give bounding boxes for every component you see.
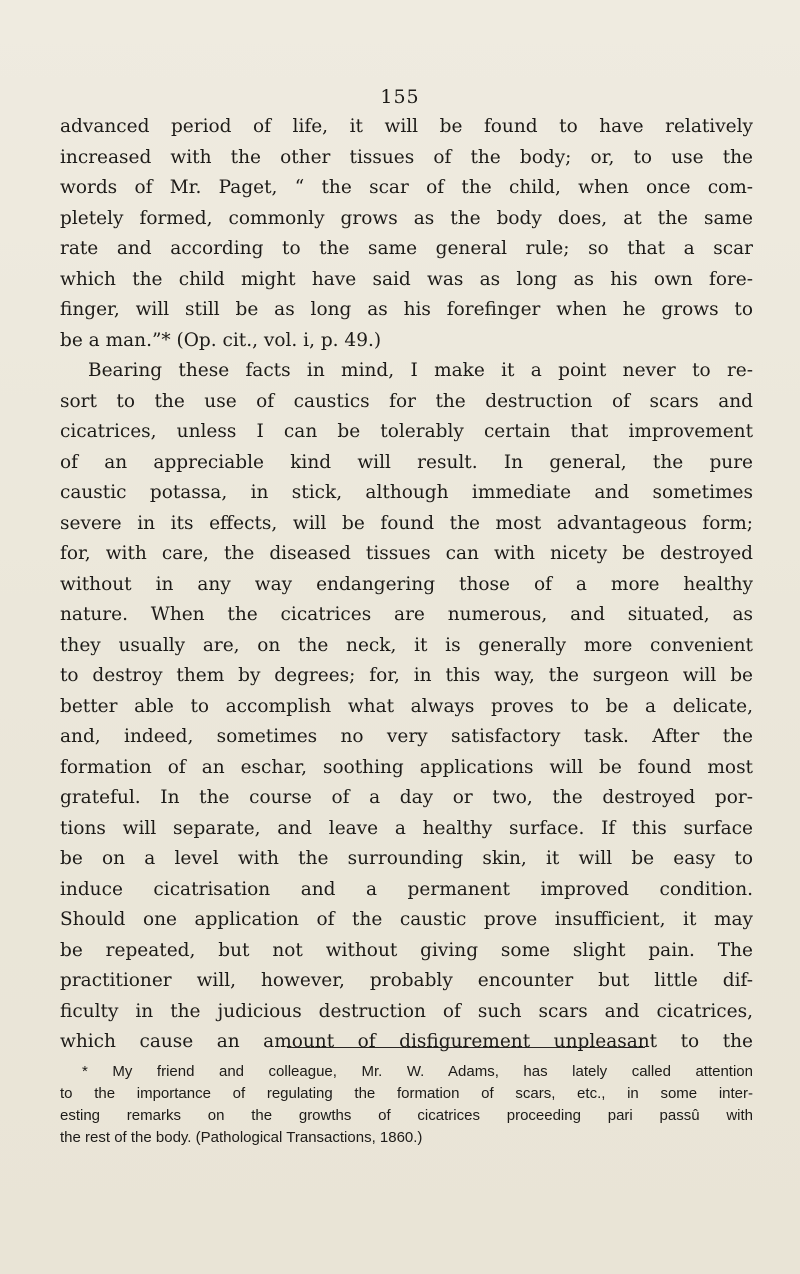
text-line: and, indeed, sometimes no very satisfactory task. After the	[60, 726, 753, 747]
text-line: which cause an amount of disfigurement unpleasant to the	[60, 1031, 753, 1052]
text-line: finger, will still be as long as his forefinger when he grows to	[60, 299, 753, 320]
text-line: be a man.”* (Op. cit., vol. i, p. 49.)	[60, 329, 382, 351]
text-line: practitioner will, however, probably encounter but little dif-	[60, 970, 753, 991]
text-line: severe in its effects, will be found the most advantageous form;	[60, 512, 753, 534]
text-line: ficulty in the judicious destruction of such scars and cicatrices,	[60, 1000, 753, 1022]
footnote-line: the rest of the body. (Pathological Transactions, 1860.)	[60, 1129, 423, 1146]
text-line: induce cicatrisation and a permanent improved condition.	[60, 878, 753, 900]
text-line: which the child might have said was as long as his own fore-	[60, 268, 753, 290]
text-line: without in any way endangering those of a more healthy	[60, 573, 753, 595]
footnote-line: esting remarks on the growths of cicatrices proceeding pari passû with	[60, 1107, 753, 1124]
text-line: pletely formed, commonly grows as the body does, at the same	[60, 207, 753, 229]
text-line: sort to the use of caustics for the destruction of scars and	[60, 390, 753, 412]
text-line: be repeated, but not without giving some slight pain. The	[60, 939, 753, 961]
body-text	[60, 112, 753, 1058]
text-line: grateful. In the course of a day or two, the destroyed por-	[60, 787, 753, 808]
text-line: tions will separate, and leave a healthy surface. If this surface	[60, 817, 753, 839]
page-number: 155	[380, 86, 420, 108]
footnote-line: to the importance of regulating the formation of scars, etc., in some inter-	[60, 1085, 753, 1102]
footnote	[60, 1061, 753, 1149]
text-line: words of Mr. Paget, “ the scar of the child, when once com-	[60, 177, 753, 198]
text-line: Should one application of the caustic prove insufficient, it may	[60, 909, 753, 930]
footnote-divider	[287, 1047, 645, 1048]
text-line: caustic potassa, in stick, although immediate and sometimes	[60, 482, 753, 503]
text-line: Bearing these facts in mind, I make it a point never to re-	[88, 360, 753, 381]
text-line: nature. When the cicatrices are numerous, and situated, as	[60, 604, 753, 625]
text-line: rate and according to the same general rule; so that a scar	[60, 238, 753, 259]
text-line: to destroy them by degrees; for, in this way, the surgeon will be	[60, 665, 753, 686]
text-line: be on a level with the surrounding skin, it will be easy to	[60, 848, 753, 869]
footnote-line: * My friend and colleague, Mr. W. Adams, has lately called attention	[82, 1063, 753, 1080]
text-line: better able to accomplish what always proves to be a delicate,	[60, 695, 753, 717]
text-line: increased with the other tissues of the body; or, to use the	[60, 146, 753, 168]
text-line: cicatrices, unless I can be tolerably certain that improvement	[60, 421, 753, 442]
text-line: of an appreciable kind will result. In general, the pure	[60, 451, 753, 473]
text-line: they usually are, on the neck, it is generally more convenient	[60, 634, 753, 656]
text-line: advanced period of life, it will be found to have relatively	[60, 116, 753, 137]
text-line: formation of an eschar, soothing applications will be found most	[60, 756, 753, 778]
text-line: for, with care, the diseased tissues can with nicety be destroyed	[60, 543, 753, 564]
